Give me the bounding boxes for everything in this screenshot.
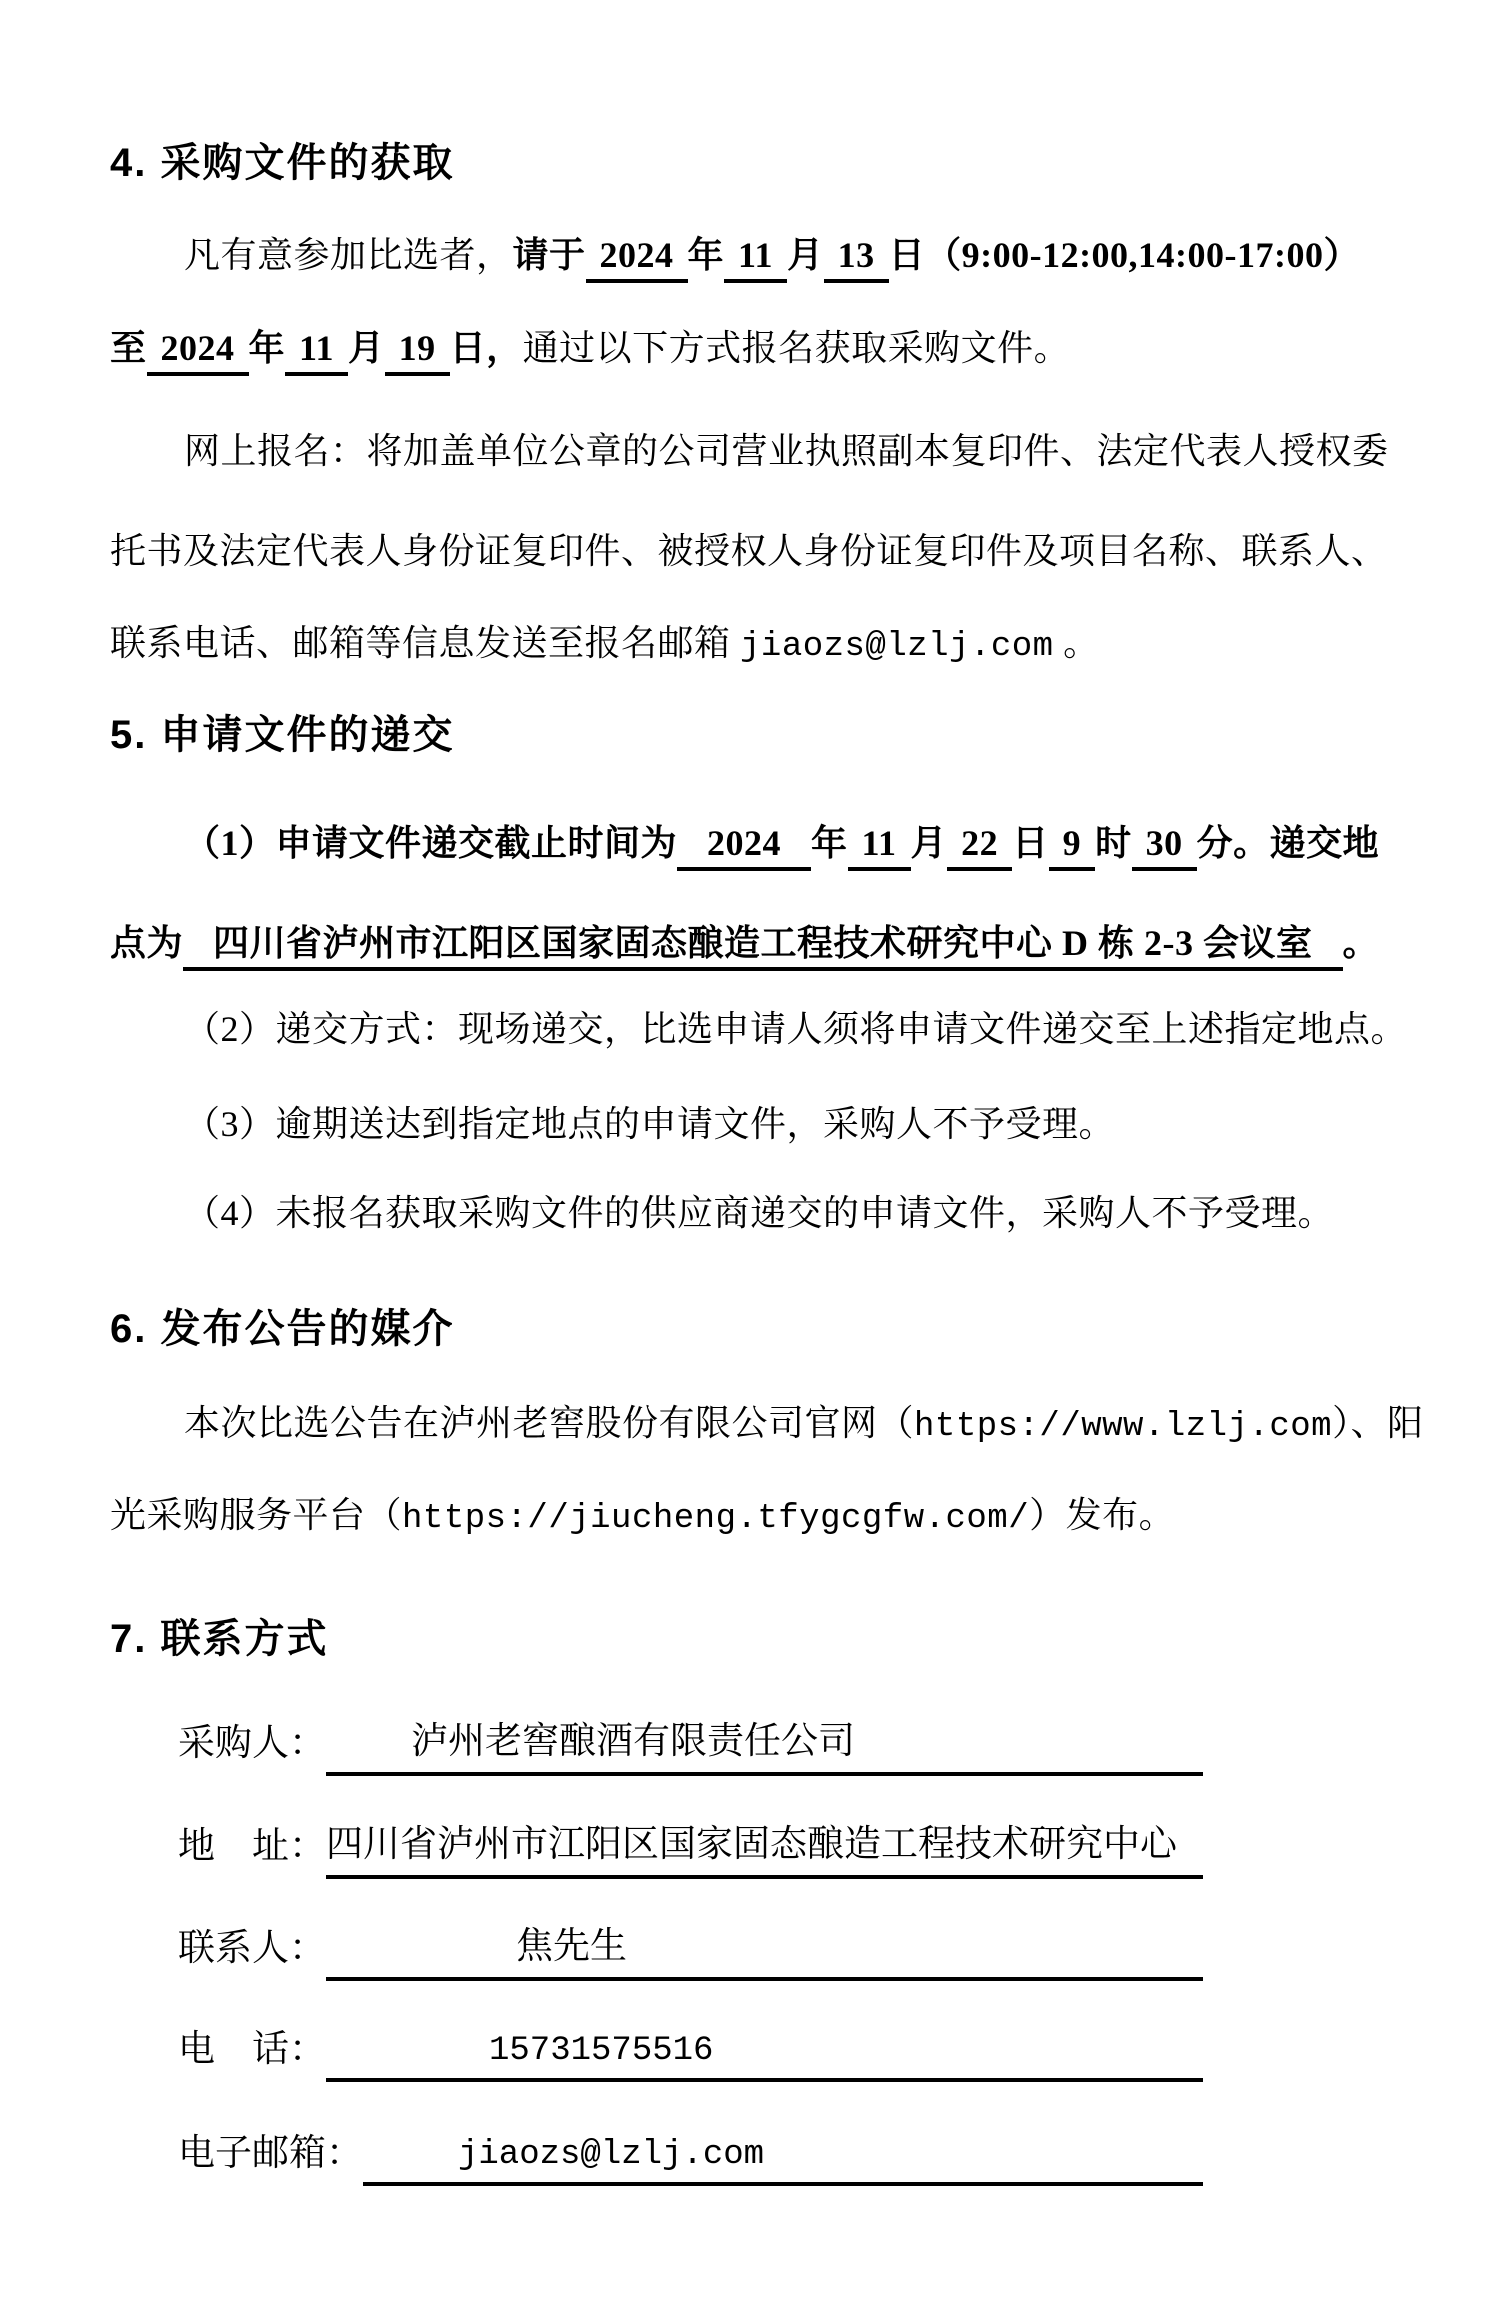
deadline-day-field: 22 (947, 823, 1012, 871)
month-unit: 月 (348, 328, 385, 368)
email-label: 电子邮箱： (178, 2133, 363, 2174)
submission-location-field: 四川省泸州市江阳区国家固态酿造工程技术研究中心 D 栋 2-3 会议室 (183, 923, 1343, 971)
time-range: （9:00-12:00,14:00-17:00） (925, 235, 1361, 275)
media-mid: ）、阳 (1332, 1403, 1424, 1443)
deadline-month-field: 11 (848, 823, 911, 871)
location-period: 。 (1342, 923, 1380, 963)
section6-para-line2 (110, 1492, 1440, 1542)
address-row (178, 1813, 1203, 1879)
day-unit: 日 (888, 235, 926, 275)
start-month-field: 11 (724, 235, 787, 283)
section5-heading: 5. 申请文件的递交 (110, 713, 455, 757)
section5-item2: （2）递交方式：现场递交，比选申请人须将申请文件递交至上述指定地点。 (184, 1009, 1408, 1049)
purchaser-field (326, 1710, 1203, 1776)
section4-para1-line1 (110, 232, 1500, 283)
end-day-field: 19 (385, 328, 450, 376)
email-sentence-prefix: 联系电话、邮箱等信息发送至报名邮箱 (110, 623, 741, 663)
email-sentence-suffix: 。 (1053, 623, 1100, 663)
phone-value: 15731575516 (489, 2032, 714, 2070)
purchaser-label: 采购人： (178, 1723, 326, 1764)
phone-label: 电 话： (178, 2029, 326, 2070)
hour-unit: 时 (1095, 823, 1132, 863)
email-field (363, 2130, 1203, 2186)
address-field (326, 1813, 1203, 1879)
section4-heading: 4. 采购文件的获取 (110, 141, 455, 185)
phone-field (326, 2026, 1203, 2082)
deadline-hour-field: 9 (1049, 823, 1096, 871)
email-value: jiaozs@lzlj.com (458, 2136, 765, 2174)
phone-row (178, 2018, 1203, 2082)
deadline-suffix: 分。递交地 (1196, 823, 1380, 863)
section4-para2-line3 (110, 620, 1440, 670)
to-word: 至 (110, 328, 147, 368)
section4-para2-line2: 托书及法定代表人身份证复印件、被授权人身份证复印件及项目名称、联系人、 (110, 531, 1388, 571)
section6-para-line1 (110, 1400, 1500, 1450)
deadline-minute-field: 30 (1132, 823, 1197, 871)
year-unit: 年 (248, 328, 286, 368)
platform-suffix: ）发布。 (1029, 1495, 1176, 1535)
purchaser-row (178, 1710, 1203, 1776)
start-day-field: 13 (824, 235, 889, 283)
para1-suffix: 通过以下方式报名获取采购文件。 (522, 328, 1071, 368)
end-year-field: 2024 (147, 328, 249, 376)
address-label: 地 址： (178, 1826, 326, 1867)
section6-heading: 6. 发布公告的媒介 (110, 1307, 455, 1351)
section4-para1-line2 (110, 325, 1440, 376)
section5-item3: （3）逾期送达到指定地点的申请文件，采购人不予受理。 (184, 1104, 1116, 1144)
day-unit: 日 (1012, 823, 1049, 863)
address-value: 四川省泸州市江阳区国家固态酿造工程技术研究中心 (326, 1824, 1177, 1865)
year-unit: 年 (811, 823, 848, 863)
contact-person-field (326, 1915, 1203, 1981)
email-row (178, 2122, 1203, 2186)
deadline-prefix: （1）申请文件递交截止时间为 (184, 823, 678, 863)
section5-item4: （4）未报名获取采购文件的供应商递交的申请文件，采购人不予受理。 (184, 1193, 1335, 1233)
start-year-field: 2024 (586, 235, 688, 283)
deadline-year-field: 2024 (677, 823, 811, 871)
contact-person-row (178, 1915, 1203, 1981)
company-website-url: https://www.lzlj.com (914, 1408, 1333, 1446)
end-month-field: 11 (285, 328, 348, 376)
purchaser-value: 泸州老窖酿酒有限责任公司 (411, 1721, 855, 1762)
signup-email: jiaozs@lzlj.com (740, 628, 1054, 666)
section7-heading: 7. 联系方式 (110, 1617, 329, 1661)
year-unit: 年 (687, 235, 725, 275)
month-unit: 月 (910, 823, 948, 863)
section5-item1-line1 (110, 820, 1500, 871)
platform-prefix: 光采购服务平台（ (110, 1495, 403, 1535)
procurement-platform-url: https://jiucheng.tfygcgfw.com/ (402, 1500, 1030, 1538)
contact-person-label: 联系人： (178, 1928, 326, 1969)
section4-para2-line1: 网上报名：将加盖单位公章的公司营业执照副本复印件、法定代表人授权委 (184, 431, 1389, 471)
contact-person-value: 焦先生 (516, 1926, 627, 1967)
para1-prefix: 凡有意参加比选者， (184, 235, 513, 275)
location-prefix: 点为 (110, 923, 184, 963)
media-prefix: 本次比选公告在泸州老窖股份有限公司官网（ (184, 1403, 915, 1443)
para1-qingyu: 请于 (512, 235, 586, 275)
month-unit: 月 (787, 235, 824, 275)
section5-item1-line2 (110, 920, 1440, 971)
day-unit: 日， (449, 328, 523, 368)
